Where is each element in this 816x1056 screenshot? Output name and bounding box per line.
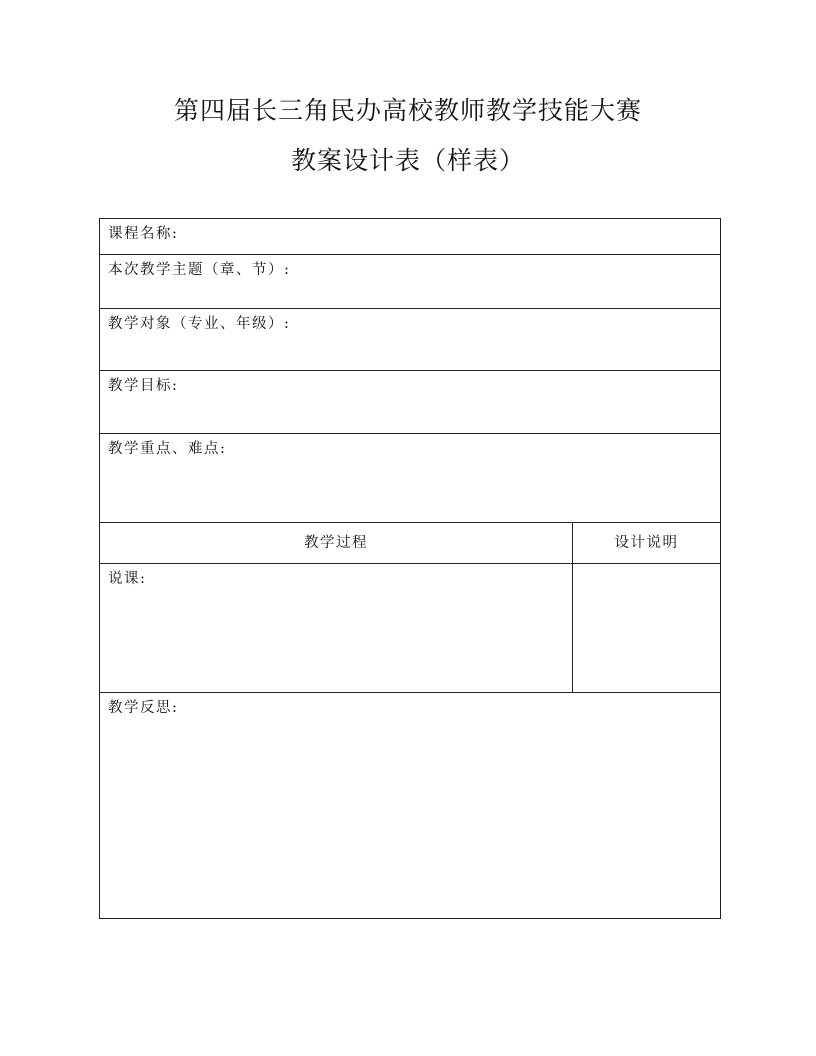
- design-notes-header: 设计说明: [614, 535, 679, 551]
- audience-row[interactable]: [100, 309, 720, 371]
- column-divider: [572, 523, 573, 693]
- objectives-label: 教学目标:: [108, 378, 179, 394]
- page-title: 第四届长三角民办高校教师教学技能大赛: [173, 96, 642, 125]
- topic-label: 本次教学主题（章、节）:: [108, 262, 291, 278]
- key-points-label: 教学重点、难点:: [108, 441, 227, 457]
- key-points-row[interactable]: [100, 434, 720, 523]
- lecture-label: 说课:: [108, 571, 147, 587]
- column-header-row: [100, 523, 720, 564]
- objectives-row[interactable]: [100, 371, 720, 434]
- course-name-row[interactable]: [100, 219, 720, 255]
- reflection-label: 教学反思:: [108, 700, 179, 716]
- lecture-row[interactable]: [100, 564, 720, 693]
- course-name-label: 课程名称:: [108, 226, 179, 242]
- topic-row[interactable]: [100, 255, 720, 309]
- process-header: 教学过程: [304, 535, 368, 551]
- lesson-plan-form: [99, 218, 721, 919]
- reflection-row[interactable]: [100, 693, 720, 918]
- audience-label: 教学对象（专业、年级）:: [108, 316, 291, 332]
- page-subtitle: 教案设计表（样表）: [290, 146, 525, 175]
